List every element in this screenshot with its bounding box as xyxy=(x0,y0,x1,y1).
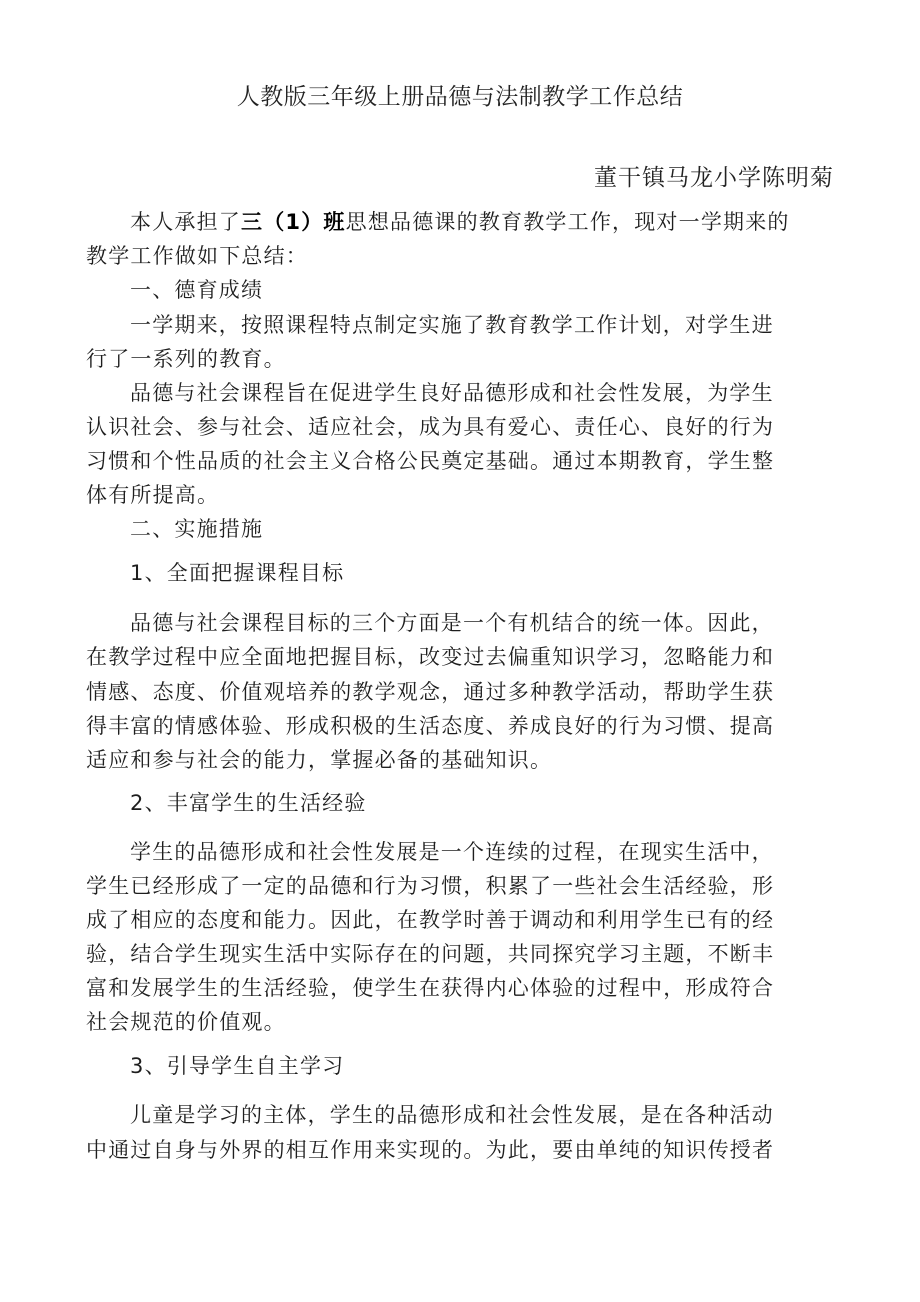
item3-number: 3 xyxy=(130,1054,145,1078)
intro-line-1 xyxy=(86,205,880,239)
section1-p1-line: 一学期来，按照课程特点制定实施了教育教学工作计划，对学生进 xyxy=(130,313,774,337)
item2-heading xyxy=(86,786,880,820)
item2-line: 成了相应的态度和能力。因此，在教学时善于调动和利用学生已有的经 xyxy=(86,908,775,932)
item2-line: 社会规范的价值观。 xyxy=(86,1010,286,1034)
item1-line: 品德与社会课程目标的三个方面是一个有机结合的统一体。因此， xyxy=(130,611,774,635)
section1-p2-line: 品德与社会课程旨在促进学生良好品德形成和社会性发展，为学生 xyxy=(130,381,774,405)
intro-post: 思想品德课的教育教学工作，现对一学期来的 xyxy=(345,210,790,234)
item3-heading xyxy=(86,1049,880,1083)
document-author: 董干镇马龙小学陈明菊 xyxy=(594,165,834,191)
item2-line: 学生已经形成了一定的品德和行为习惯，积累了一些社会生活经验，形 xyxy=(86,874,775,898)
item1-heading xyxy=(86,556,880,590)
item2-number: 2 xyxy=(130,791,145,815)
item1-line: 情感、态度、价值观培养的教学观念，通过多种教学活动，帮助学生获 xyxy=(86,680,775,704)
item1-line: 得丰富的情感体验、形成积极的生活态度、养成良好的行为习惯、提高 xyxy=(86,714,775,738)
section1-p2-line: 体有所提高。 xyxy=(86,483,220,507)
item1-number: 1 xyxy=(130,561,145,585)
section1-heading: 一、德育成绩 xyxy=(130,278,264,302)
section1-p2-line: 认识社会、参与社会、适应社会，成为具有爱心、责任心、良好的行为 xyxy=(86,415,775,439)
item2-line: 学生的品德形成和社会性发展是一个连续的过程，在现实生活中， xyxy=(130,840,774,864)
item3-line: 中通过自身与外界的相互作用来实现的。为此，要由单纯的知识传授者 xyxy=(86,1138,775,1162)
intro-pre: 本人承担了 xyxy=(130,210,241,234)
item2-line: 验，结合学生现实生活中实际存在的问题，共同探究学习主题，不断丰 xyxy=(86,942,775,966)
item2-title: 、丰富学生的生活经验 xyxy=(144,791,367,815)
item2-line: 富和发展学生的生活经验，使学生在获得内心体验的过程中，形成符合 xyxy=(86,976,775,1000)
item3-title: 、引导学生自主学习 xyxy=(144,1054,345,1078)
item3-line: 儿童是学习的主体，学生的品德形成和社会性发展，是在各种活动 xyxy=(130,1103,774,1127)
document-title: 人教版三年级上册品德与法制教学工作总结 xyxy=(236,84,684,110)
item1-line: 适应和参与社会的能力，掌握必备的基础知识。 xyxy=(86,748,553,772)
item1-title: 、全面把握课程目标 xyxy=(144,561,345,585)
intro-line-2: 教学工作做如下总结： xyxy=(86,244,308,268)
section1-p1-line: 行了一系列的教育。 xyxy=(86,347,286,371)
section2-heading: 二、实施措施 xyxy=(130,517,264,541)
section1-p2-line: 习惯和个性品质的社会主义合格公民奠定基础。通过本期教育，学生整 xyxy=(86,449,775,473)
intro-class: 三（1）班 xyxy=(241,210,346,234)
item1-line: 在教学过程中应全面地把握目标，改变过去偏重知识学习，忽略能力和 xyxy=(86,645,775,669)
